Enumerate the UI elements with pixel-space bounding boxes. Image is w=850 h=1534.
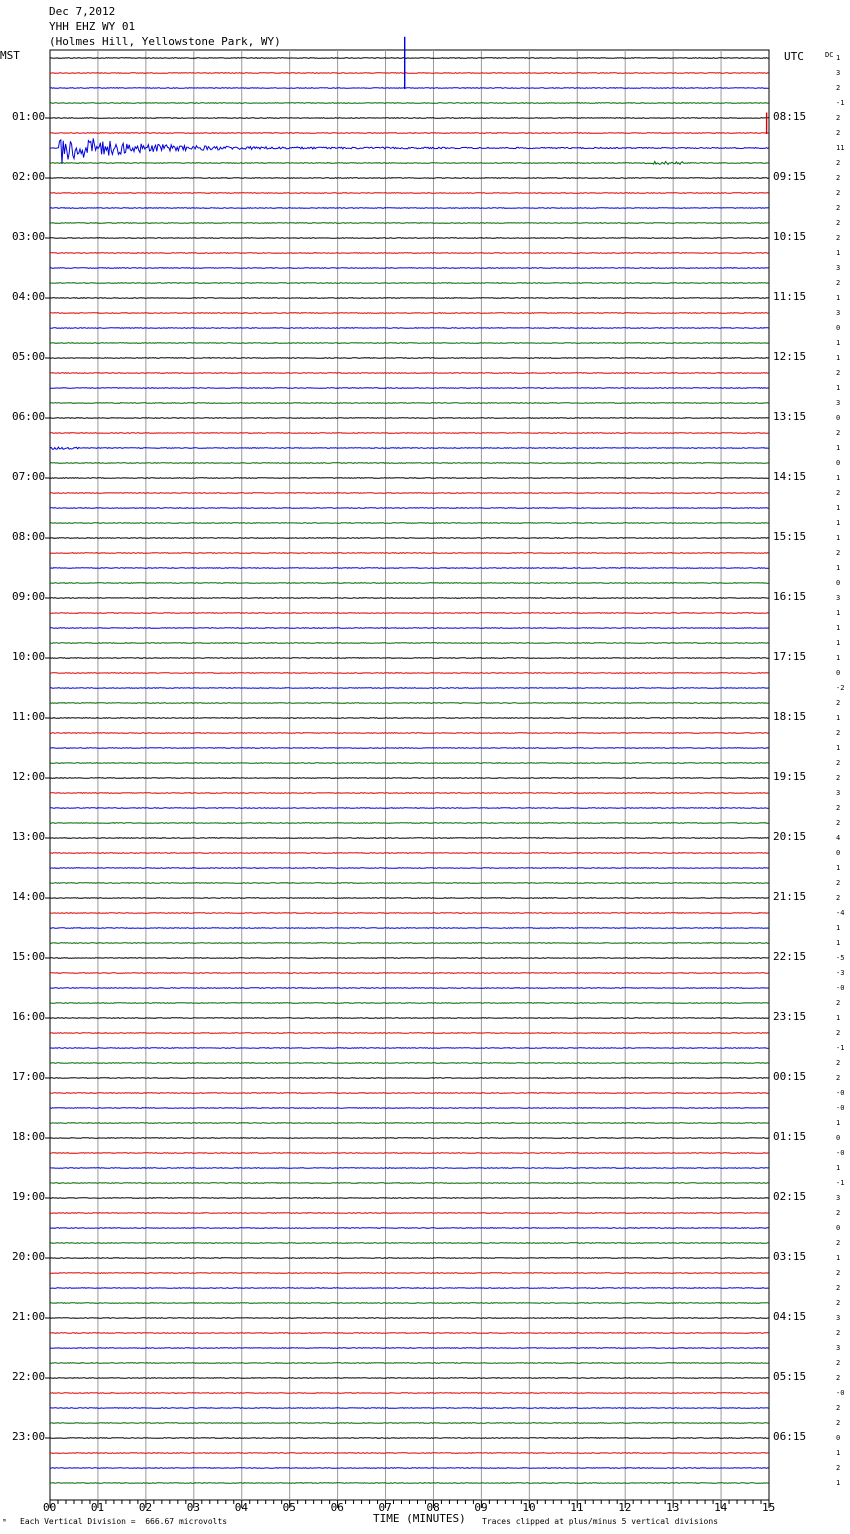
dc-offset-label: 3 [836,264,841,272]
trace-33 [50,553,769,554]
chart-date: Dec 7,2012 [49,5,116,18]
dc-offset-label: 1 [836,294,841,302]
trace-19 [50,343,769,344]
mst-hour-label: 09:00 [12,590,46,603]
dc-offset-label: -2 [836,684,845,692]
trace-72 [50,1138,769,1139]
mst-hour-label: 14:00 [12,890,46,903]
trace-49 [50,793,769,794]
trace-32 [50,538,769,539]
trace-11 [50,223,769,224]
trace-10 [50,208,769,209]
dc-offset-label: 2 [836,699,841,707]
trace-6 [50,138,769,164]
dc-offset-label: 2 [836,774,841,782]
footer-corner-mark: ᵐ [2,1517,7,1526]
utc-hour-label: 10:15 [773,230,807,243]
x-tick-label: 09 [474,1501,488,1514]
clip-note: Traces clipped at plus/minus 5 vertical divisions [482,1517,719,1526]
trace-4 [50,118,769,119]
utc-hour-label: 09:15 [773,170,807,183]
dc-offset-label: 1 [836,1164,841,1172]
dc-offset-label: 1 [836,1119,841,1127]
trace-90 [50,1408,769,1409]
dc-offset-label: 1 [836,564,841,572]
dc-offset-label: 3 [836,399,841,407]
trace-66 [50,1048,769,1049]
dc-offset-label: 2 [836,1299,841,1307]
dc-offset-label: 2 [836,804,841,812]
trace-81 [50,1273,769,1274]
mst-hour-label: 02:00 [12,170,46,183]
trace-70 [50,1108,769,1109]
mst-hour-label: 06:00 [12,410,46,423]
trace-83 [50,1303,769,1304]
trace-82 [50,1288,769,1289]
trace-84 [50,1318,769,1319]
dc-offset-label: 0 [836,324,841,332]
dc-offset-label: 3 [836,1314,841,1322]
trace-39 [50,643,769,644]
dc-offset-label: 2 [836,279,841,287]
dc-offset-label: 1 [836,354,841,362]
mst-hour-label: 23:00 [12,1430,46,1443]
trace-36 [50,598,769,599]
x-tick-label: 04 [234,1501,248,1514]
trace-55 [50,883,769,884]
trace-57 [50,913,769,914]
dc-offset-label: 1 [836,609,841,617]
mst-hour-label: 12:00 [12,770,46,783]
trace-17 [50,313,769,314]
dc-offset-label: 2 [836,549,841,557]
dc-offset-label: 2 [836,1464,841,1472]
mst-hour-label: 18:00 [12,1130,46,1143]
dc-offset-label: 2 [836,369,841,377]
trace-37 [50,613,769,614]
dc-offset-label: 2 [836,1284,841,1292]
trace-44 [50,718,769,719]
dc-offset-label: 3 [836,69,841,77]
trace-9 [50,193,769,194]
dc-offset-label: 0 [836,579,841,587]
trace-21 [50,373,769,374]
utc-hour-label: 18:15 [773,710,807,723]
mst-hour-label: 19:00 [12,1190,46,1203]
dc-offset-label: 1 [836,519,841,527]
utc-hour-label: 21:15 [773,890,807,903]
mst-hour-label: 04:00 [12,290,46,303]
trace-25 [50,433,769,434]
trace-26 [50,447,769,449]
trace-54 [50,868,769,869]
dc-offset-label: 1 [836,339,841,347]
utc-hour-label: 12:15 [773,350,807,363]
dc-offset-label: 1 [836,639,841,647]
dc-offset-label: 11 [836,144,845,152]
dc-offset-label: 2 [836,1269,841,1277]
trace-86 [50,1348,769,1349]
x-tick-label: 15 [762,1501,776,1514]
dc-offset-label: -0 [836,1149,845,1157]
utc-hour-label: 06:15 [773,1430,807,1443]
trace-51 [50,823,769,824]
dc-offset-label: 2 [836,894,841,902]
dc-offset-label: 1 [836,1254,841,1262]
trace-87 [50,1363,769,1364]
dc-offset-label: -1 [836,1179,845,1187]
trace-65 [50,1033,769,1034]
x-tick-label: 01 [90,1501,105,1514]
trace-68 [50,1078,769,1079]
trace-62 [50,988,769,989]
trace-13 [50,253,769,254]
dc-offset-label: 1 [836,384,841,392]
utc-hour-label: UTC [784,50,804,63]
trace-12 [50,238,769,239]
utc-hour-label: 01:15 [773,1130,807,1143]
x-tick-label: 07 [378,1501,392,1514]
dc-offset-label: 0 [836,669,841,677]
utc-hour-label: 23:15 [773,1010,807,1023]
dc-offset-label: 2 [836,1329,841,1337]
dc-offset-label: 2 [836,234,841,242]
dc-offset-label: 2 [836,1419,841,1427]
utc-hour-label: 22:15 [773,950,807,963]
utc-hour-label: 20:15 [773,830,807,843]
dc-offset-label: -1 [836,99,845,107]
trace-2 [50,88,769,89]
dc-offset-label: 2 [836,429,841,437]
trace-80 [50,1258,769,1259]
dc-offset-label: 0 [836,849,841,857]
trace-27 [50,463,769,464]
trace-46 [50,748,769,749]
utc-hour-label: 11:15 [773,290,807,303]
dc-offset-label: 1 [836,444,841,452]
dc-offset-label: 1 [836,474,841,482]
x-tick-label: 11 [570,1501,584,1514]
dc-offset-label: 2 [836,1374,841,1382]
trace-88 [50,1378,769,1379]
trace-1 [50,73,769,74]
dc-offset-label: 2 [836,1359,841,1367]
trace-29 [50,493,769,494]
mst-hour-label: 13:00 [12,830,46,843]
trace-15 [50,283,769,284]
dc-offset-label: 0 [836,1224,841,1232]
trace-48 [50,778,769,779]
dc-offset-label: -4 [836,909,845,917]
dc-offset-label: 3 [836,1194,841,1202]
dc-offset-label: 1 [836,534,841,542]
trace-31 [50,523,769,524]
trace-8 [50,178,769,179]
dc-offset-label: 1 [836,1479,841,1487]
trace-67 [50,1063,769,1064]
station-location: (Holmes Hill, Yellowstone Park, WY) [49,35,281,48]
trace-50 [50,808,769,809]
dc-offset-label: 2 [836,1209,841,1217]
trace-41 [50,673,769,674]
mst-hour-label: 01:00 [12,110,46,123]
trace-64 [50,1018,769,1019]
dc-offset-label: 2 [836,879,841,887]
trace-60 [50,958,769,959]
trace-71 [50,1123,769,1124]
x-tick-label: 06 [330,1501,344,1514]
dc-offset-label: 0 [836,459,841,467]
dc-offset-label: 2 [836,1239,841,1247]
x-tick-label: 00 [43,1501,57,1514]
dc-offset-label: -0 [836,1089,845,1097]
dc-offset-label: 0 [836,414,841,422]
utc-hour-label: 19:15 [773,770,807,783]
x-tick-label: 10 [522,1501,536,1514]
trace-14 [50,268,769,269]
trace-45 [50,733,769,734]
utc-hour-label: 16:15 [773,590,807,603]
trace-92 [50,1438,769,1439]
trace-52 [50,838,769,839]
dc-offset-label: 2 [836,1059,841,1067]
trace-94 [50,1468,769,1469]
dc-offset-label: -1 [836,1044,845,1052]
x-tick-label: 12 [618,1501,632,1514]
trace-77 [50,1213,769,1214]
trace-93 [50,1453,769,1454]
trace-40 [50,658,769,659]
dc-offset-label: 1 [836,624,841,632]
trace-69 [50,1093,769,1094]
dc-offset-label: 1 [836,654,841,662]
utc-hour-label: 02:15 [773,1190,807,1203]
dc-offset-label: 1 [836,249,841,257]
trace-73 [50,1153,769,1154]
x-tick-label: 13 [666,1501,680,1514]
station-code: YHH EHZ WY 01 [49,20,136,33]
dc-offset-label: -5 [836,954,845,962]
trace-43 [50,703,769,704]
utc-hour-label: 08:15 [773,110,807,123]
utc-hour-label: 03:15 [773,1250,807,1263]
trace-61 [50,973,769,974]
dc-offset-label: 1 [836,744,841,752]
trace-28 [50,478,769,479]
mst-hour-label: 05:00 [12,350,46,363]
dc-offset-label: 1 [836,1449,841,1457]
dc-offset-label: -0 [836,1389,845,1397]
trace-59 [50,943,769,944]
dc-offset-label: 1 [836,1014,841,1022]
dc-offset-label: -0 [836,984,845,992]
trace-23 [50,403,769,404]
utc-hour-label: 14:15 [773,470,807,483]
utc-hour-label: 17:15 [773,650,807,663]
trace-18 [50,328,769,329]
dc-axis-label: DC [825,51,834,59]
utc-hour-label: 00:15 [773,1070,807,1083]
dc-offset-label: 1 [836,864,841,872]
dc-offset-label: 3 [836,1344,841,1352]
dc-offset-label: 2 [836,489,841,497]
utc-hour-label: 13:15 [773,410,807,423]
mst-hour-label: 21:00 [12,1310,46,1323]
trace-42 [50,688,769,689]
dc-offset-label: 2 [836,114,841,122]
dc-offset-label: 1 [836,924,841,932]
trace-47 [50,763,769,764]
dc-offset-label: 2 [836,1404,841,1412]
trace-16 [50,298,769,299]
dc-offset-label: 1 [836,714,841,722]
utc-hour-label: 04:15 [773,1310,807,1323]
utc-hour-label: 15:15 [773,530,807,543]
dc-offset-label: 2 [836,84,841,92]
utc-hour-label: 05:15 [773,1370,807,1383]
x-tick-label: 02 [138,1501,153,1514]
dc-offset-label: 1 [836,504,841,512]
dc-offset-label: 2 [836,1029,841,1037]
trace-53 [50,853,769,854]
dc-offset-label: 2 [836,204,841,212]
mst-hour-label: 16:00 [12,1010,46,1023]
x-tick-label: 03 [186,1501,201,1514]
trace-35 [50,583,769,584]
time-axis-title: TIME (MINUTES) [373,1512,466,1525]
scale-note: Each Vertical Division = 666.67 microvolts [20,1517,228,1526]
dc-offset-label: 2 [836,159,841,167]
trace-38 [50,628,769,629]
trace-20 [50,358,769,359]
trace-78 [50,1228,769,1229]
dc-offset-label: 2 [836,819,841,827]
trace-7 [50,162,769,165]
mst-hour-label: 10:00 [12,650,46,663]
trace-0 [50,58,769,59]
trace-85 [50,1333,769,1334]
trace-5 [50,133,769,134]
trace-24 [50,418,769,419]
x-tick-label: 08 [426,1501,440,1514]
dc-offset-label: -0 [836,1104,845,1112]
trace-76 [50,1198,769,1199]
dc-offset-label: 1 [836,54,841,62]
mst-hour-label: 11:00 [12,710,46,723]
x-tick-label: 14 [714,1501,728,1514]
dc-offset-label: -3 [836,969,845,977]
trace-79 [50,1243,769,1244]
dc-offset-label: 3 [836,594,841,602]
dc-offset-label: 2 [836,189,841,197]
trace-75 [50,1183,769,1184]
dc-offset-label: 2 [836,759,841,767]
dc-offset-label: 2 [836,729,841,737]
trace-56 [50,898,769,899]
trace-58 [50,928,769,929]
dc-offset-label: 3 [836,789,841,797]
trace-63 [50,1003,769,1004]
mst-hour-label: 08:00 [12,530,46,543]
dc-offset-label: 0 [836,1434,841,1442]
mst-hour-label: 03:00 [12,230,46,243]
mst-hour-label: 17:00 [12,1070,46,1083]
trace-3 [50,103,769,104]
dc-offset-label: 3 [836,309,841,317]
dc-offset-label: 1 [836,939,841,947]
trace-91 [50,1423,769,1424]
trace-30 [50,508,769,509]
trace-22 [50,388,769,389]
mst-hour-label: 22:00 [12,1370,46,1383]
mst-hour-label: 20:00 [12,1250,46,1263]
dc-offset-label: 2 [836,1074,841,1082]
trace-34 [50,568,769,569]
dc-offset-label: 4 [836,834,841,842]
mst-hour-label: 15:00 [12,950,46,963]
trace-89 [50,1393,769,1394]
dc-offset-label: 2 [836,999,841,1007]
x-tick-label: 05 [282,1501,296,1514]
dc-offset-label: 2 [836,219,841,227]
dc-offset-label: 2 [836,129,841,137]
mst-hour-label: 07:00 [12,470,46,483]
dc-offset-label: 2 [836,174,841,182]
dc-offset-label: 0 [836,1134,841,1142]
mst-axis-label: MST [0,49,20,62]
trace-95 [50,1483,769,1484]
trace-74 [50,1168,769,1169]
